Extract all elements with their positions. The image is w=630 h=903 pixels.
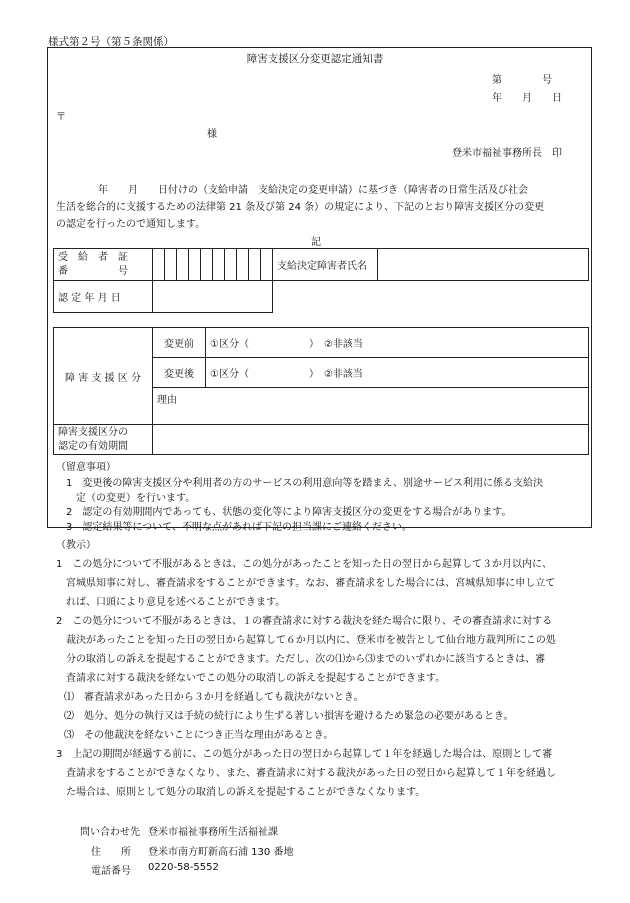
intro-line: 生活を総合的に支援するための法律第 21 条及び第 24 条）の規定により、下記のとおり障害支援区分の変更 (56, 202, 545, 213)
instruction-line: 宮城県知事に対し、審査請求をすることができます。なお、審査請求をした場合には、宮城県知事に申し立て (56, 578, 556, 589)
document-title: 障害支援区分変更認定通知書 (246, 53, 384, 65)
after-label: 変更後 (153, 358, 206, 388)
recipient-no-box[interactable] (261, 249, 273, 281)
recipient-no-box[interactable] (213, 249, 225, 281)
recipient-no-box[interactable] (153, 249, 165, 281)
contact-label: 問い合わせ先 (80, 827, 140, 838)
name-field[interactable] (378, 249, 589, 281)
contact-phone: 0220-58-5552 (148, 862, 219, 873)
recipient-no-box[interactable] (165, 249, 177, 281)
instruction-heading: （教示） (56, 540, 96, 551)
contact-phone-label: 電話番号 (91, 866, 131, 877)
recipient-no-box[interactable] (201, 249, 213, 281)
contact-dept: 登米市福祉事務所生活福祉課 (148, 827, 278, 838)
number-line: 第 号 (492, 75, 552, 86)
note-line: 2 認定の有効期間内であっても、状態の変化等により障害支援区分の変更をする場合があります。 (56, 507, 512, 518)
period-field[interactable] (153, 425, 589, 455)
after-value[interactable]: ①区分（ ） ②非該当 (206, 358, 589, 388)
addressee-suffix: 様 (207, 129, 217, 140)
instruction-line: 査請求をすることができなくなり、また、審査請求に対する裁決があった日の翌日から起算して１年を経過し (56, 768, 556, 779)
intro-line: の認定を行ったので通知します。 (56, 219, 206, 230)
note-line: 3 認定結果等について、不明な点があれば下記の担当課にご連絡ください。 (56, 522, 412, 533)
reason-field[interactable] (153, 388, 589, 425)
instruction-subitem: ⑴ 審査請求があった日から３か月を経過しても裁決がないとき。 (64, 692, 364, 703)
instruction-line: 裁決があったことを知った日の翌日から起算して６か月以内に、登米市を被告として仙台地方裁判所にこの処 (56, 635, 556, 646)
instruction-line: 分の取消しの訴えを提起することができます。ただし、次の⑴から⑶までのいずれかに該当するときは、審 (56, 654, 546, 665)
notes-heading: （留意事項） (56, 462, 116, 473)
instruction-line: 査請求に対する裁決を経ないでこの処分の取消しの訴えを提起することができます。 (56, 673, 446, 684)
period-label-1: 障害支援区分の (58, 426, 128, 438)
empty-cell (273, 281, 589, 313)
contact-address: 登米市南方町新高石浦 130 番地 (148, 847, 294, 858)
intro-line: 年 月 日付けの（支給申請 支給決定の変更申請）に基づき（障害者の日常生活及び社会 (78, 185, 528, 196)
instruction-line: 2 この処分について不服があるときは、１の審査請求に対する裁決を経た場合に限り、その審査請求に対する (56, 616, 553, 627)
reason-label: 理由 (157, 395, 177, 406)
category-label: 障 害 支 援 区 分 (54, 328, 153, 425)
date-line: 年 月 日 (492, 93, 562, 104)
recipient-no-box[interactable] (249, 249, 261, 281)
recipient-no-box[interactable] (189, 249, 201, 281)
note-line: 1 変更後の障害支援区分や利用者の方のサービスの利用意向等を踏まえ、別途サービス利用に係る支給決 (56, 478, 543, 489)
recipient-table (53, 248, 589, 313)
recipient-no-box[interactable] (237, 249, 249, 281)
before-value[interactable]: ①区分（ ） ②非該当 (206, 328, 589, 358)
instruction-line: た場合は、原則として処分の取消しの訴えを提起することができなくなります。 (56, 787, 426, 798)
period-label-2: 認定の有効期間 (58, 440, 128, 452)
cert-date-label: 認 定 年 月 日 (54, 281, 153, 313)
recipient-no-label-1: 受 給 者 証 (58, 251, 128, 263)
recipient-no-box[interactable] (225, 249, 237, 281)
issuer: 登米市福祉事務所長 印 (452, 148, 562, 159)
form-label: 様式第２号（第５条関係） (48, 36, 174, 48)
contact-address-label: 住 所 (91, 847, 131, 858)
note-line: 定（の変更）を行います。 (56, 493, 196, 504)
period-label (54, 425, 153, 455)
recipient-no-label (54, 249, 153, 281)
instruction-subitem: ⑵ 処分、処分の執行又は手続の続行により生ずる著しい損害を避けるため緊急の必要があるとき。 (64, 711, 514, 722)
recipient-no-label-2: 番 号 (58, 265, 128, 277)
before-label: 変更前 (153, 328, 206, 358)
cert-date-field[interactable] (153, 281, 273, 313)
instruction-line: れば、口頭により意見を述べることができます。 (56, 597, 286, 608)
category-table (53, 327, 589, 455)
recipient-no-box[interactable] (177, 249, 189, 281)
postal-mark: 〒 (56, 112, 66, 123)
instruction-subitem: ⑶ その他裁決を経ないことにつき正当な理由があるとき。 (64, 730, 334, 741)
name-label: 支給決定障害者氏名 (273, 249, 378, 281)
instruction-line: 3 上記の期間が経過する前に、この処分があった日の翌日から起算して１年を経過した場合は、原則として審 (56, 749, 553, 760)
instruction-line: 1 この処分について不服があるときは、この処分があったことを知った日の翌日から起算して３か月以内に、 (56, 559, 553, 570)
ki-heading: 記 (311, 237, 321, 248)
